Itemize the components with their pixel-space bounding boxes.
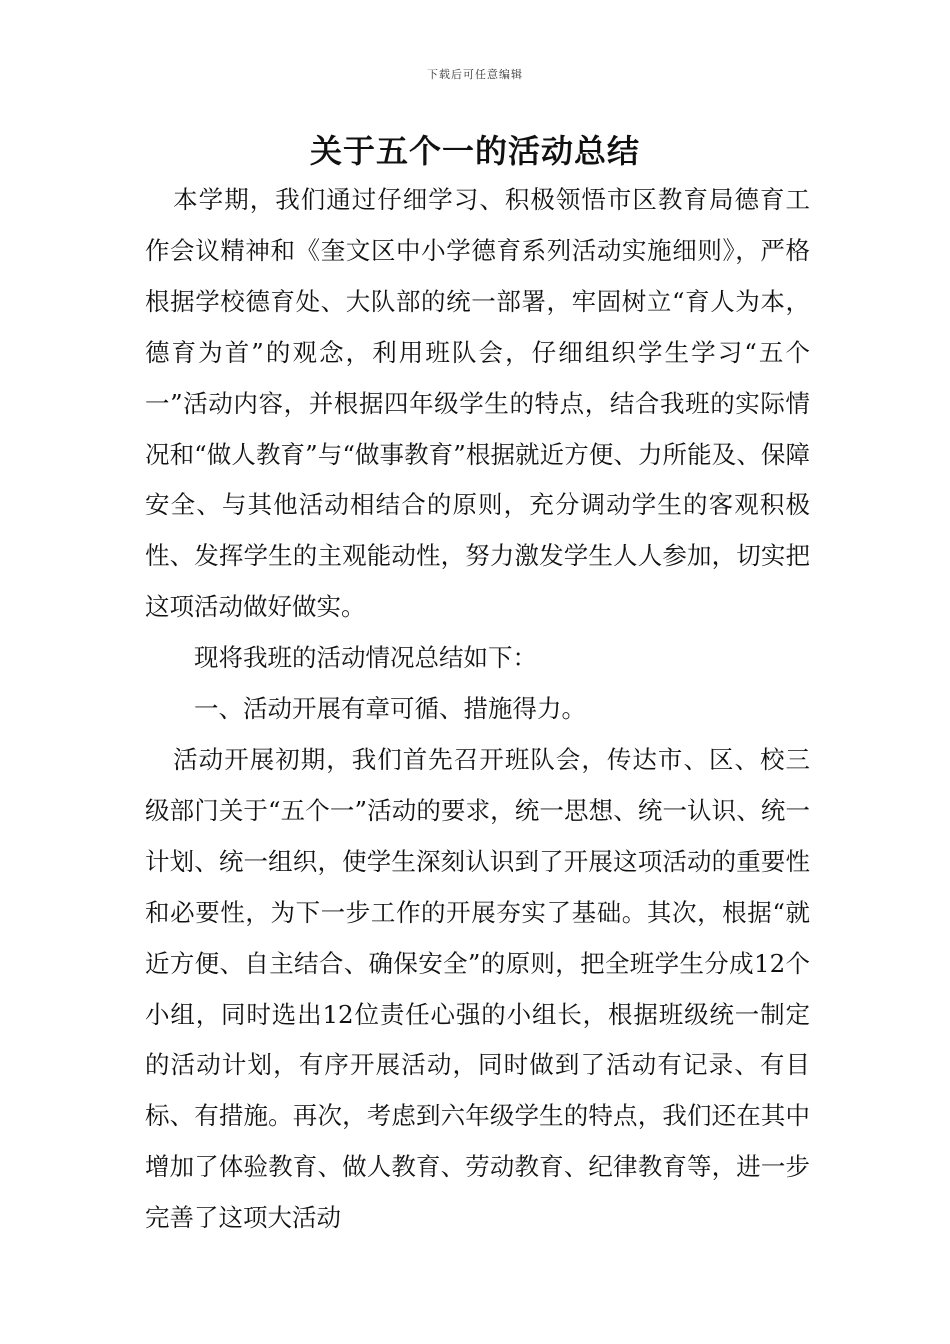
paragraph-section-1: 活动开展初期，我们首先召开班队会，传达市、区、校三级部门关于“五个一”活动的要求，统一思想、统一认识、统一计划、统一组织，使学生深刻认识到了开展这项活动的重要性和必要性，为下一步工作的开展夯实了基础。其次，根据“就近方便、自主结合、确保安全”的原则，把全班学生分成12个小组，同时选出12位责任心强的小组长，根据班级统一制定的活动计划，有序开展活动，同时做到了活动有记录、有目标、有措施。再次，考虑到六年级学生的特点，我们还在其中增加了体验教育、做人教育、劳动教育、纪律教育等，进一步完善了这项大活动	[145, 744, 810, 1233]
paragraph-summary-lead: 现将我班的活动情况总结如下：	[194, 643, 537, 673]
section-heading-1: 一、活动开展有章可循、措施得力。	[194, 694, 586, 724]
document-title: 关于五个一的活动总结	[309, 132, 640, 170]
header-note: 下载后可任意编辑	[427, 68, 523, 81]
paragraph-intro: 本学期，我们通过仔细学习、积极领悟市区教育局德育工作会议精神和《奎文区中小学德育系列活动实施细则》，严格根据学校德育处、大队部的统一部署，牢固树立“育人为本，德育为首”的观念，利用班队会，仔细组织学生学习“五个一”活动内容，并根据四年级学生的特点，结合我班的实际情况和“做人教育”与“做事教育”根据就近方便、力所能及、保障安全、与其他活动相结合的原则，充分调动学生的客观积极性、发挥学生的主观能动性，努力激发学生人人参加，切实把这项活动做好做实。	[145, 185, 810, 622]
document-body	[145, 175, 810, 1244]
